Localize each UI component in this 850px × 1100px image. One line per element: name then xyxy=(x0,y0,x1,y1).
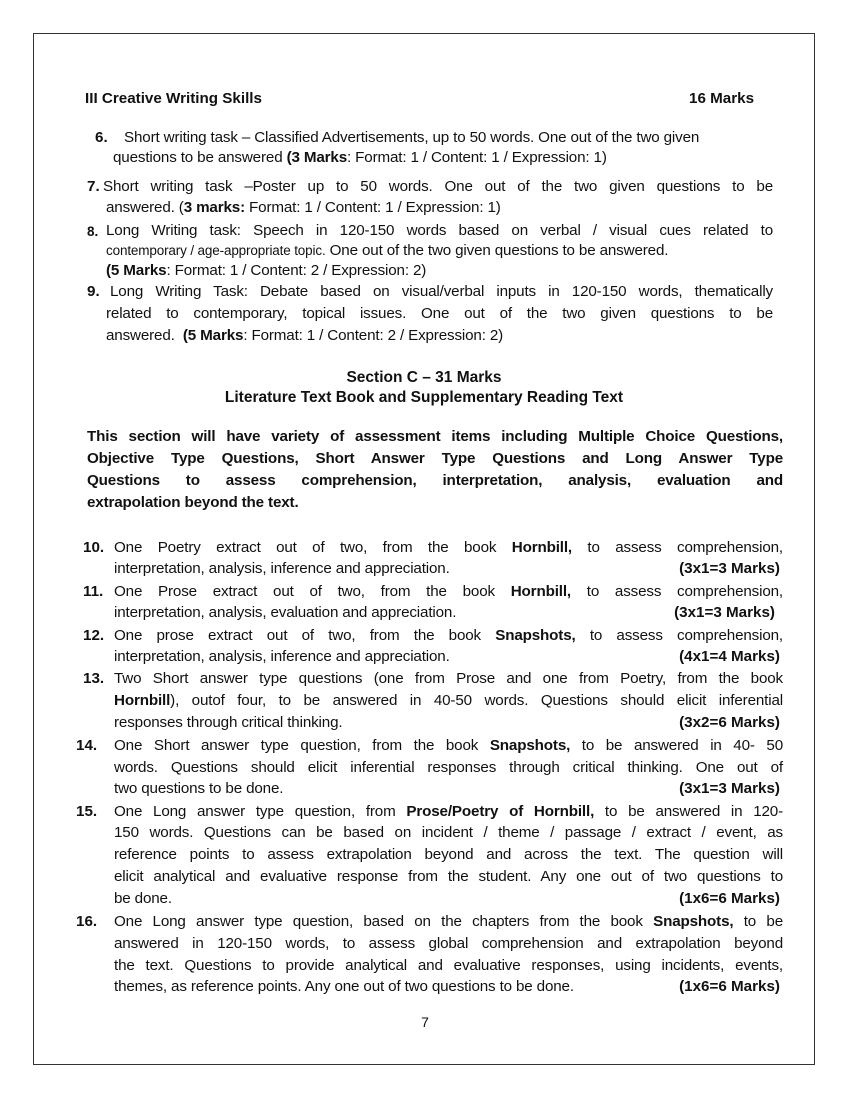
item-text: answered. (5 Marks: Format: 1 / Content: 2 / Expression: 2) xyxy=(106,327,504,344)
intro-line: extrapolation beyond the text. xyxy=(87,494,299,511)
item-text: interpretation, analysis, inference and appreciation. xyxy=(114,560,450,577)
item-text: Hornbill), outof four, to be answered in 40-50 words. Questions should elicit inferential xyxy=(114,692,783,709)
section-iii-marks: 16 Marks xyxy=(689,90,755,107)
item-text: Two Short answer type questions (one from Prose and one from Poetry, from the book xyxy=(114,670,783,687)
item-text: contemporary / age-appropriate topic. One out of the two given questions to be answered. xyxy=(106,242,669,259)
item-text: related to contemporary, topical issues. One out of the two given questions to be xyxy=(106,305,773,322)
item-number: 15. xyxy=(76,803,98,820)
item-text: One prose extract out of two, from the book Snapshots, to assess comprehension, xyxy=(114,627,783,644)
marks-badge: (3x1=3 Marks) xyxy=(674,604,775,621)
item-number: 8. xyxy=(87,224,99,239)
item-text: words. Questions should elicit inferential responses through critical thinking. One out of xyxy=(114,759,783,776)
item-text: One Short answer type question, from the book Snapshots, to be answered in 40- 50 xyxy=(114,737,783,754)
item-number: 11. xyxy=(83,583,104,600)
item-number: 16. xyxy=(76,913,98,930)
item-text: reference points to assess extrapolation beyond and across the text. The question will xyxy=(114,846,783,863)
marks-badge: (1x6=6 Marks) xyxy=(679,978,780,995)
marks-badge: (3x1=3 Marks) xyxy=(679,780,780,797)
item-text: One Prose extract out of two, from the book Hornbill, to assess comprehension, xyxy=(114,583,784,600)
item-number: 7. xyxy=(87,178,100,195)
item-text: Long Writing task: Speech in 120-150 words based on verbal / visual cues related to xyxy=(106,222,773,239)
item-text: responses through critical thinking. xyxy=(114,714,343,731)
item-text: One Long answer type question, from Prose/Poetry of Hornbill, to be answered in 120- xyxy=(114,803,783,820)
item-text: (5 Marks: Format: 1 / Content: 2 / Expression: 2) xyxy=(106,262,427,279)
item-text: elicit analytical and evaluative response from the student. Any one out of two questions to xyxy=(114,868,783,885)
item-text: answered. (3 marks: Format: 1 / Content: 1 / Expression: 1) xyxy=(106,199,501,216)
item-text: Short writing task –Poster up to 50 words. One out of the two given questions to be xyxy=(103,178,773,195)
item-text: the text. Questions to provide analytical and evaluative responses, using incidents, events, xyxy=(114,957,783,974)
section-c-title: Section C – 31 Marks xyxy=(346,369,502,386)
section-c-subtitle: Literature Text Book and Supplementary Reading Text xyxy=(224,389,624,406)
marks-badge: (3x2=6 Marks) xyxy=(679,714,780,731)
item-text: two questions to be done. xyxy=(114,780,284,797)
item-text: One Long answer type question, based on the chapters from the book Snapshots, to be xyxy=(114,913,783,930)
item-text: Long Writing Task: Debate based on visual/verbal inputs in 120-150 words, thematically xyxy=(110,283,773,300)
item-number: 12. xyxy=(83,627,105,644)
intro-line: Objective Type Questions, Short Answer Type Questions and Long Answer Type xyxy=(87,450,783,467)
item-text: be done. xyxy=(114,890,172,907)
item-number: 10. xyxy=(83,539,105,556)
item-number: 9. xyxy=(87,283,100,300)
item-text: One Poetry extract out of two, from the book Hornbill, to assess comprehension, xyxy=(114,539,783,556)
section-iii-title: III Creative Writing Skills xyxy=(85,90,262,107)
intro-line: This section will have variety of assessment items including Multiple Choice Questions, xyxy=(87,428,783,445)
item-number: 13. xyxy=(83,670,105,687)
item-number: 6. xyxy=(95,129,108,146)
item-text: interpretation, analysis, evaluation and appreciation. xyxy=(114,604,457,621)
item-text: themes, as reference points. Any one out of two questions to be done. xyxy=(114,978,574,995)
marks-badge: (1x6=6 Marks) xyxy=(679,890,780,907)
item-text: interpretation, analysis, inference and appreciation. xyxy=(114,648,450,665)
marks-badge: (4x1=4 Marks) xyxy=(679,648,780,665)
intro-line: Questions to assess comprehension, interpretation, analysis, evaluation and xyxy=(87,472,783,489)
page-number: 7 xyxy=(421,1014,429,1030)
item-text: questions to be answered (3 Marks: Format: 1 / Content: 1 / Expression: 1) xyxy=(113,149,607,166)
item-text: answered in 120-150 words, to assess global comprehension and extrapolation beyond xyxy=(114,935,783,952)
item-text: 150 words. Questions can be based on incident / theme / passage / extract / event, as xyxy=(114,824,783,841)
marks-badge: (3x1=3 Marks) xyxy=(679,560,780,577)
item-text: Short writing task – Classified Advertisements, up to 50 words. One out of the two given xyxy=(124,129,700,146)
item-number: 14. xyxy=(76,737,98,754)
